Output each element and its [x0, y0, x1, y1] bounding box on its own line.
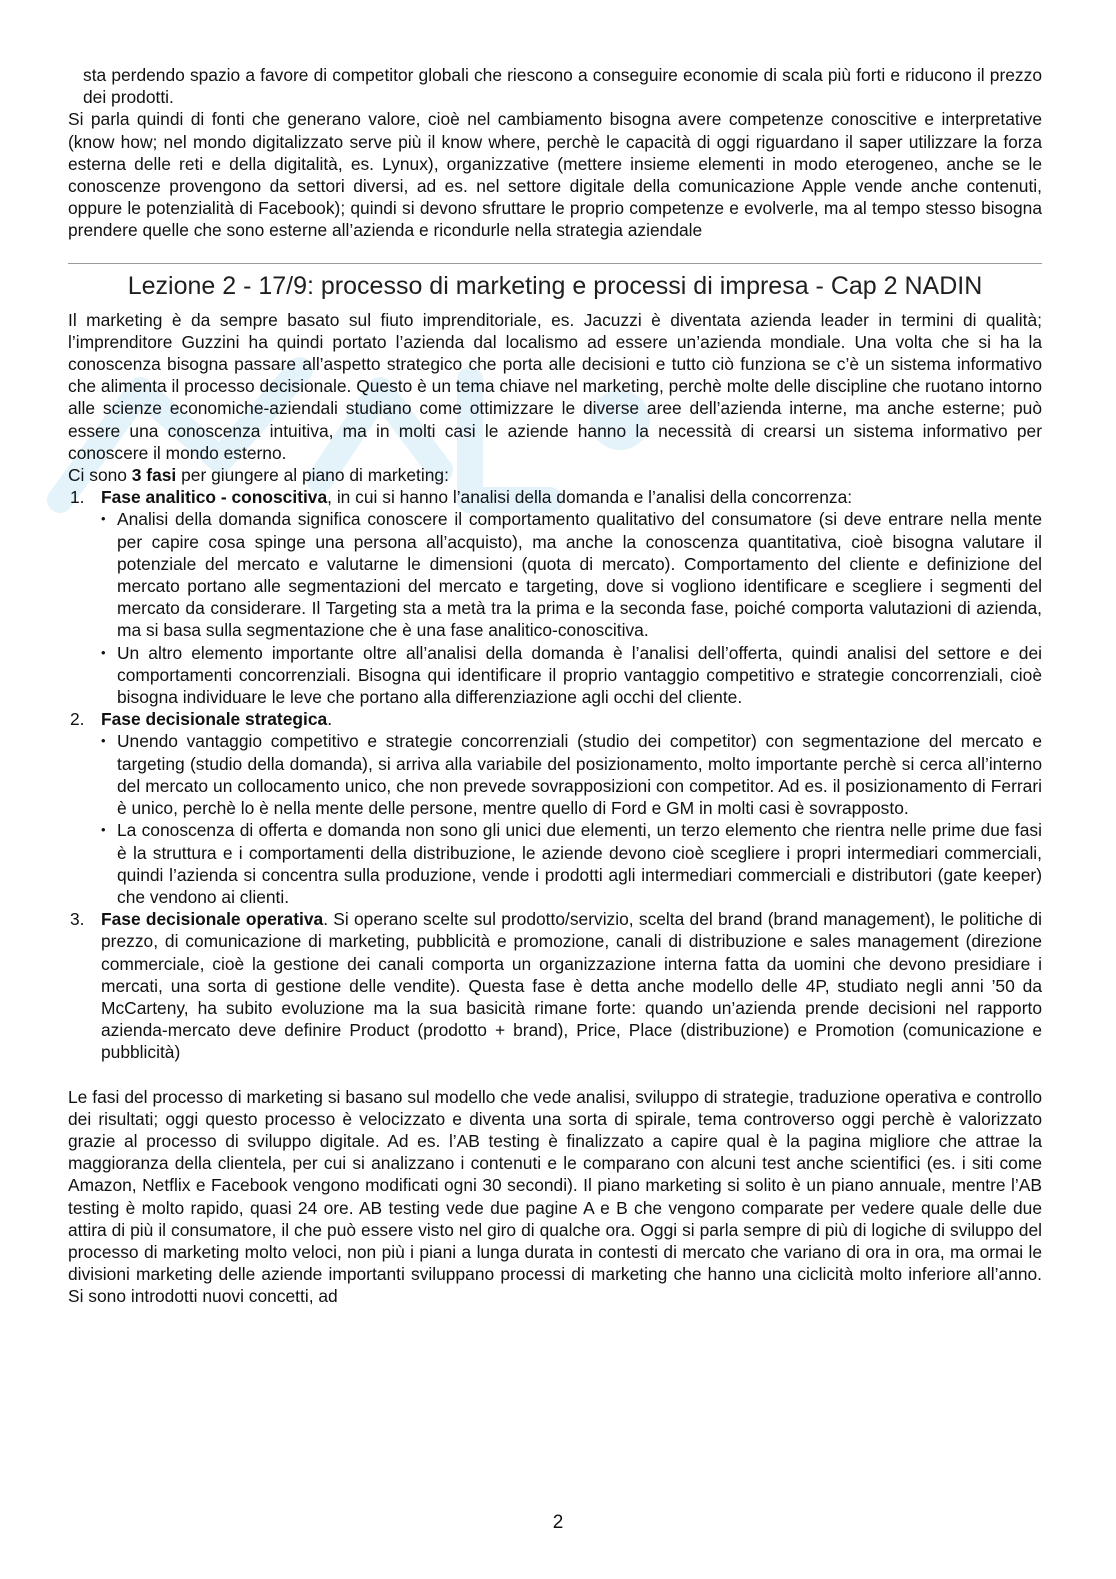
phase-number: 2. [70, 709, 85, 730]
phase-item [68, 708, 1042, 908]
phase-text: . [327, 709, 333, 730]
section-divider [68, 263, 1042, 264]
bullet-icon: • [101, 822, 106, 838]
intro-continuation: sta perdendo spazio a favore di competitor globali che riescono a conseguire economie di scala più forti e riducono il prezzo dei prodotti. [83, 65, 1042, 108]
page-number: 2 [552, 1512, 564, 1533]
phases-intro-text-end: per giungere al piano di marketing: [176, 465, 449, 486]
bullet-item [101, 819, 1042, 908]
phase-number: 3. [70, 909, 85, 930]
bullet-text: Analisi della domanda significa conoscere il comportamento qualitativo del consumatore (si deve entrare nella mente per capire cosa spinge una persona all’acquisto), ma anche la conoscenza quantitativa, cioè bisogna valutare il potenziale del mercato e valutarne le dimensioni (quota di mercato). Comportamento del cliente e definizione del mercato portano alle segmentazioni del mercato e targeting, dove si vogliono identificare e scegliere i segmenti del mercato da considerare. Il Targeting sta a metà tra la prima e la seconda fase, poiché comporta valutazioni di azienda, ma si basa sulla segmentazione che è una fase analitico-conoscitiva. [117, 509, 1042, 641]
lesson-title: Lezione 2 - 17/9: processo di marketing e processi di impresa - Cap 2 NADIN [127, 271, 983, 300]
bullet-text: Un altro elemento importante oltre all’analisi della domanda è l’analisi dell’offerta, quindi analisi del settore e dei comportamenti concorrenziali. Bisogna qui identificare il proprio vantaggio competitivo e strategie concorrenziali, cioè bisogna individuare le leve che portano alla differenziazione agli occhi del cliente. [117, 642, 1042, 708]
phase-item [68, 486, 1042, 708]
lesson-paragraph: Il marketing è da sempre basato sul fiuto imprenditoriale, es. Jacuzzi è diventata azienda leader in termini di qualità; l’imprenditore Guzzini ha quindi portato l’azienda dal localismo ad essere un’azienda mondiale. Una volta che si ha la conoscenza bisogna passare all’aspetto strategico che porta alle decisioni e tutto ciò funziona se c’è un sistema informativo che alimenta il processo decisionale. Questo è un tema chiave nel marketing, perchè molte delle discipline che ruotano intorno alle scienze economiche-aziendali studiano come ottimizzare le diverse aree dell’azienda interne, ma anche esterne; può essere una conoscenza intuitiva, ma in molti casi le aziende hanno la necessità di crearsi un sistema informativo per conoscere il mondo esterno. [68, 309, 1042, 463]
phase-bullets [101, 508, 1042, 708]
intro-paragraph: Si parla quindi di fonti che generano valore, cioè nel cambiamento bisogna avere competenze conoscitive e interpretative (know how; nel mondo digitalizzato serve più il know where, perchè le capacità di oggi riguardano il saper utilizzare la forza esterna delle reti e della digitalità, es. Lynux), organizzative (mettere insieme elementi in modo eterogeneo, anche se le conoscenze provengono da settori diversi, ad es. nel settore digitale della comunicazione Apple vende anche contenuti, oppure le potenzialità di Facebook); quindi si devono sfruttare le proprio competenze e evolverle, ma al tempo stesso bisogna prendere quelle che sono esterne all’azienda e ricondurle nella strategia aziendale [68, 109, 1042, 241]
bullet-icon: • [101, 511, 106, 527]
bullet-text: La conoscenza di offerta e domanda non sono gli unici due elementi, un terzo elemento che rientra nelle prime due fasi è la struttura e i comportamenti della distribuzione, le aziende devono cioè scegliere i propri intermediari commerciali, quindi l’azienda si concentra sulla produzione, vende i prodotti agli intermediari commerciali e distributori (gate keeper) che vendono ai clienti. [117, 820, 1042, 907]
phases-list [68, 486, 1042, 1063]
bullet-item [101, 508, 1042, 641]
phases-intro-text: Ci sono [68, 465, 132, 486]
paragraph-gap [68, 1064, 1042, 1086]
bullet-text: Unendo vantaggio competitivo e strategie concorrenziali (studio dei competitor) con segmentazione del mercato e targeting (studio della domanda), si arriva alla variabile del posizionamento, molto importante perchè si cerca all’interno del mercato un collocamento unico, che non prevede sovrapposizioni con competitor. Ad es. il posizionamento di Ferrari è unico, perchè lo è nella mente delle persone, mentre quello di Ford e GM in molti casi è sovrapposto. [117, 731, 1042, 819]
phase-title: Fase decisionale strategica [101, 709, 328, 730]
phase-title: Fase decisionale operativa [101, 909, 324, 930]
phase-item [68, 908, 1042, 1063]
bullet-item [101, 730, 1042, 819]
page-content [68, 64, 1042, 1308]
phase-title: Fase analitico - conoscitiva [101, 487, 328, 508]
bullet-item [101, 642, 1042, 709]
phase-number: 1. [70, 487, 85, 508]
bullet-icon: • [101, 733, 106, 749]
phase-text: . Si operano scelte sul prodotto/servizio, scelta del brand (brand management), le politiche di prezzo, di comunicazione di marketing, pubblicità e promozione, canali di distribuzione e sales management (direzione commerciale, cioè la gestione dei canali comporta un organizzazione interna fatta da uomini che devono presidiare i mercati, una sorta di gestione delle vendite). Questa fase è detta anche modello delle 4P, studiato negli anni ’50 da McCarteny, ha subito evoluzione ma la sua basicità rimane forte: quando un’azienda prende decisioni nel rapporto azienda-mercato deve definire Product (prodotto + brand), Price, Place (distribuzione) e Promotion (comunicazione e pubblicità) [101, 909, 1042, 1063]
phases-intro [68, 464, 1042, 486]
phase-text: , in cui si hanno l’analisi della domanda e l’analisi della concorrenza: [327, 487, 853, 508]
bullet-icon: • [101, 644, 106, 660]
phases-intro-bold: 3 fasi [131, 465, 177, 486]
final-paragraph: Le fasi del processo di marketing si basano sul modello che vede analisi, sviluppo di strategie, traduzione operativa e controllo dei risultati; oggi questo processo è velocizzato e diventa una sorta di spirale, tema controverso oggi perchè è valorizzato grazie al processo di sviluppo digitale. Ad es. l’AB testing è finalizzato a capire qual è la pagina migliore che attrae la maggioranza della clientela, per cui si analizzano i contenuti e le comparano con alcuni test anche scientifici (es. i siti come Amazon, Netflix e Facebook vengono modificati ogni 30 secondi). Il piano marketing si solito è un piano annuale, mentre l’AB testing è molto rapido, quasi 24 ore. AB testing vede due pagine A e B che vengono comparate per vedere quale delle due attira di più il consumatore, il che può essere visto nel giro di qualche ora. Oggi si parla sempre di più di logiche di sviluppo del processo di marketing molto veloci, non più i piani a lunga durata in contesti di mercato che variano di ora in ora, ma ormai le divisioni marketing delle aziende importanti sviluppano processi di marketing che hanno una ciclicità molto inferiore all’anno. Si sono introdotti nuovi concetti, ad [68, 1086, 1042, 1307]
phase-bullets [101, 730, 1042, 908]
